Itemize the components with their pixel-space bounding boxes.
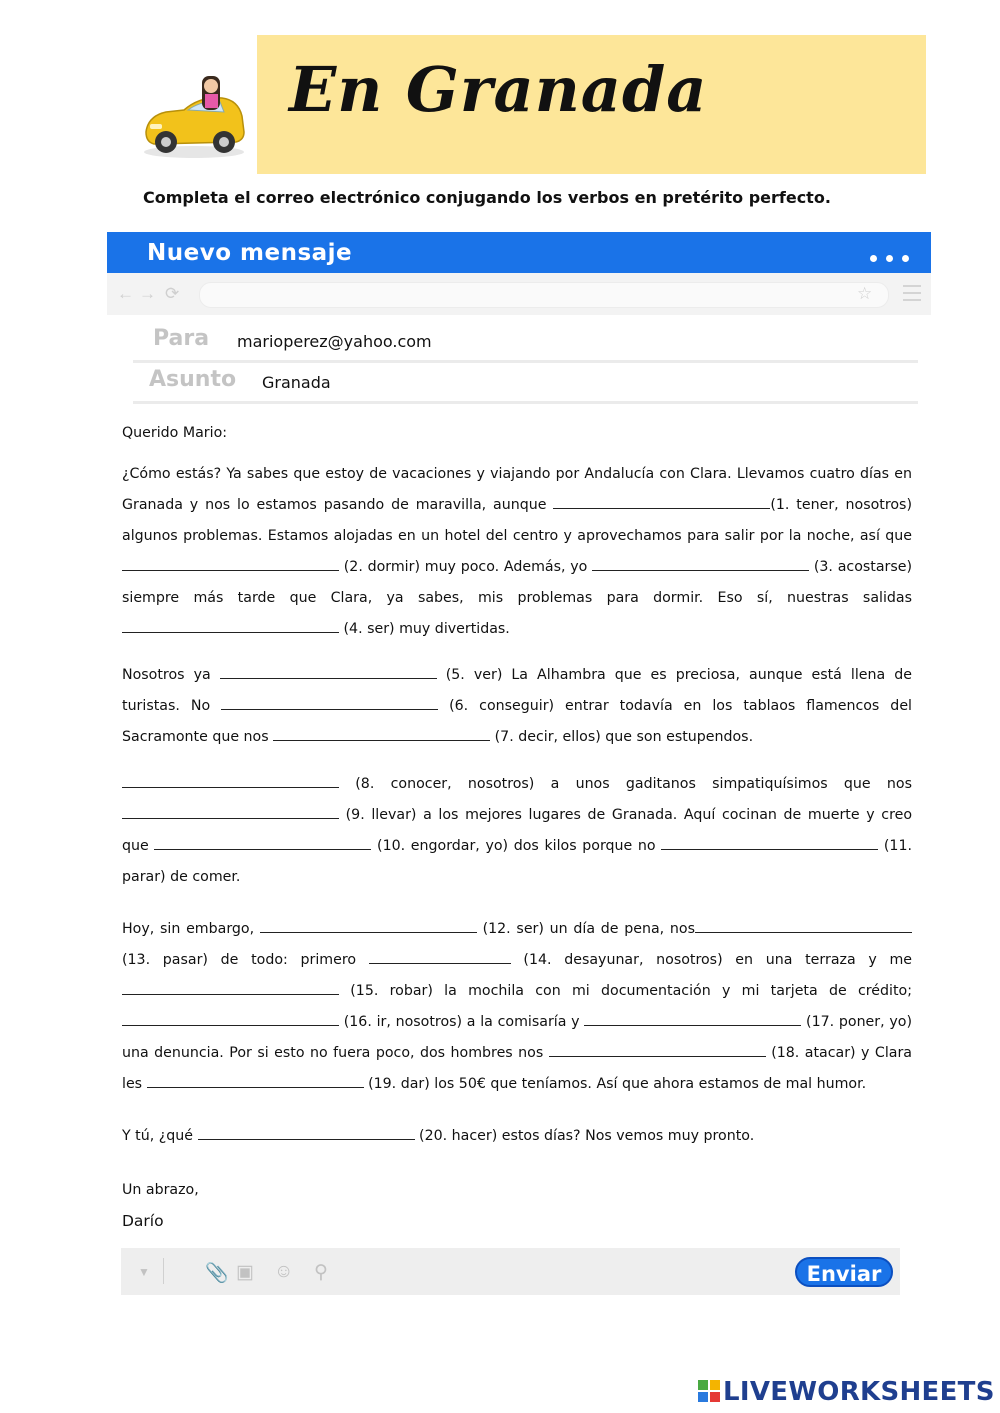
liveworksheets-brand: LIVEWORKSHEETS — [698, 1377, 995, 1407]
answer-blank-17[interactable] — [584, 1010, 801, 1026]
paragraph-4: Hoy, sin embargo, (12. ser) un día de pena, nos (13. pasar) de todo: primero (14. desayunar, nosotros) en una terraza y me (15. robar) la mochila con mi documentación y mi tarjeta de crédito; (16. ir, nosotros) a la comisaría y (17. poner, yo) una denuncia. Por si esto no fuera poco, dos hombres nos (18. atacar) y Clara les (19. dar) los 50€ que teníamos. Así que ahora estamos de mal humor. — [122, 914, 912, 1100]
divider — [163, 1258, 164, 1284]
to-input[interactable]: marioperez@yahoo.com — [237, 332, 432, 351]
paragraph-5: Y tú, ¿qué (20. hacer) estos días? Nos vemos muy pronto. — [122, 1121, 912, 1152]
paragraph-3: (8. conocer, nosotros) a unos gaditanos simpatiquísimos que nos (9. llevar) a los mejores lugares de Granada. Aquí cocinan de muerte y creo que (10. engordar, yo) dos kilos porque no (11. parar) de comer. — [122, 769, 912, 893]
subject-input[interactable]: Granada — [262, 373, 331, 392]
answer-blank-5[interactable] — [220, 663, 437, 679]
greeting: Querido Mario: — [122, 425, 228, 441]
answer-blank-3[interactable] — [592, 555, 809, 571]
answer-blank-9[interactable] — [122, 803, 339, 819]
answer-blank-7[interactable] — [273, 725, 490, 741]
browser-toolbar — [107, 273, 931, 315]
answer-blank-19[interactable] — [147, 1072, 364, 1088]
paragraph-2: Nosotros ya (5. ver) La Alhambra que es preciosa, aunque está llena de turistas. No (6. conseguir) entrar todavía en los tablaos flamencos del Sacramonte que nos (7. decir, ellos) que son estupendos. — [122, 660, 912, 753]
page-title: En Granada — [289, 53, 708, 126]
reload-icon[interactable]: ⟳ — [165, 284, 180, 303]
answer-blank-6[interactable] — [221, 694, 438, 710]
emoji-icon[interactable]: ☺ — [274, 1261, 294, 1282]
answer-blank-20[interactable] — [198, 1124, 415, 1140]
forward-arrow-icon[interactable]: → — [139, 284, 156, 303]
star-icon[interactable]: ☆ — [857, 284, 873, 303]
answer-blank-4[interactable] — [122, 617, 339, 633]
window-title: Nuevo mensaje — [147, 240, 353, 266]
answer-blank-14[interactable] — [369, 948, 511, 964]
title-banner — [257, 35, 926, 174]
answer-blank-1[interactable] — [553, 493, 770, 509]
more-options-icon[interactable] — [861, 249, 909, 267]
answer-blank-18[interactable] — [549, 1041, 766, 1057]
car-avatar-icon — [140, 70, 248, 162]
attach-icon[interactable]: 📎 — [205, 1263, 229, 1284]
to-field-row — [133, 322, 918, 363]
send-button[interactable]: Enviar — [795, 1257, 893, 1287]
answer-blank-8[interactable] — [122, 772, 339, 788]
answer-blank-12[interactable] — [260, 917, 477, 933]
chevron-down-icon[interactable]: ▼ — [138, 1265, 150, 1279]
paragraph-1: ¿Cómo estás? Ya sabes que estoy de vacaciones y viajando por Andalucía con Clara. Llevamos cuatro días en Granada y nos lo estamos pasando de maravilla, aunque (1. tener, nosotros) algunos problemas. Estamos alojadas en un hotel del centro y aprovechamos para salir por la noche, así que (2. dormir) muy poco. Además, yo (3. acostarse) siempre más tarde que Clara, ya sabes, mis problemas para dormir. Eso sí, nuestras salidas (4. ser) muy divertidas. — [122, 466, 913, 637]
compose-toolbar — [121, 1248, 900, 1295]
instruction-text: Completa el correo electrónico conjugando los verbos en pretérito perfecto. — [143, 188, 831, 207]
menu-icon[interactable] — [903, 285, 921, 306]
subject-field-row — [133, 363, 918, 404]
signature: Darío — [122, 1212, 164, 1230]
answer-blank-16[interactable] — [122, 1010, 339, 1026]
back-arrow-icon[interactable]: ← — [117, 284, 134, 303]
address-bar[interactable] — [199, 282, 889, 308]
image-icon[interactable]: ▣ — [236, 1262, 254, 1283]
answer-blank-11[interactable] — [661, 834, 878, 850]
brand-logo-icon — [698, 1380, 720, 1402]
answer-blank-10[interactable] — [154, 834, 371, 850]
answer-blank-2[interactable] — [122, 555, 339, 571]
subject-label: Asunto — [149, 367, 237, 392]
closing: Un abrazo, — [122, 1182, 199, 1198]
to-label: Para — [153, 326, 210, 351]
answer-blank-13[interactable] — [695, 917, 912, 933]
mail-window-header — [107, 232, 931, 273]
search-icon[interactable]: ⚲ — [314, 1262, 328, 1283]
answer-blank-15[interactable] — [122, 979, 339, 995]
